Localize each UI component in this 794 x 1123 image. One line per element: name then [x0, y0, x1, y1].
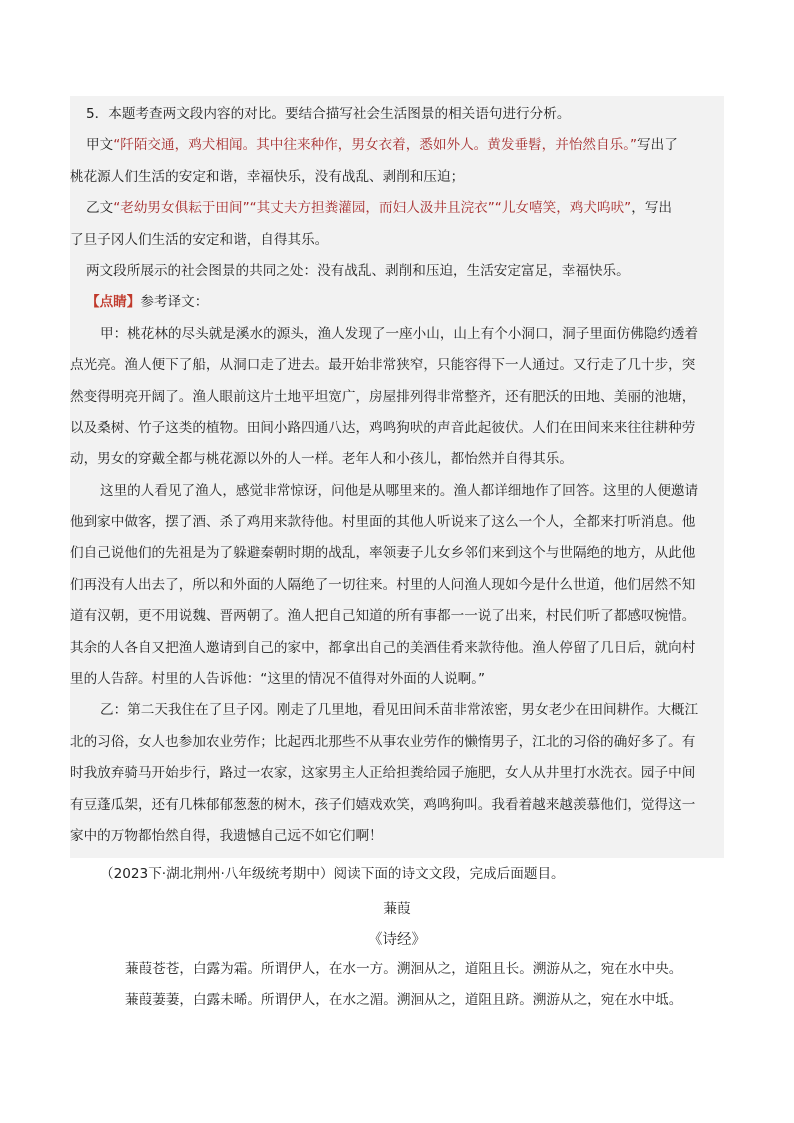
common-ground-line: 两文段所展示的社会图景的共同之处：没有战乱、剥削和压迫，生活安定富足，幸福快乐。: [86, 262, 630, 279]
yi-analysis-line2: 了旦子冈人们生活的安定和谐，自得其乐。: [70, 231, 329, 248]
trans-jia-line: 点光亮。渔人便下了船，从洞口走了进去。最开始非常狭窄，只能容得下一人通过。又行走了几十步，突: [70, 357, 696, 374]
poem-line: 蒹葭萋萋，白露未晞。所谓伊人，在水之湄。溯洄从之，道阻且跻。溯游从之，宛在水中坻。: [125, 992, 683, 1008]
poem-title: 蒹葭: [383, 901, 411, 917]
poem-author: 《诗经》: [368, 932, 426, 948]
trans-jia-line: 甲：桃花林的尽头就是溪水的源头，渔人发现了一座小山，山上有个小洞口，洞子里面仿佛隐约透着: [100, 325, 699, 342]
trans-yi-line: 家中的万物都怡然自得，我遗憾自己远不如它们啊！: [70, 827, 383, 844]
trans-yi-line: 北的习俗，女人也参加农业劳作；比起西北那些不从事农业劳作的懒惰男子，江北的习俗的确好多了。有: [70, 733, 696, 750]
dianjing-line: [70, 287, 724, 318]
trans-yi-line: 乙：第二天我住在了旦子冈。刚走了几里地，看见田间禾苗非常浓密，男女老少在田间耕作。大概江: [100, 702, 699, 719]
yi-analysis-line: [70, 193, 724, 224]
trans-jia-line: 然变得明亮开阔了。渔人眼前这片土地平坦宽广，房屋排列得非常整齐，还有肥沃的田地、美丽的池塘，: [70, 388, 696, 405]
trans-jia2-line: 们自己说他们的先祖是为了躲避秦朝时期的战乱，率领妻子儿女乡邻们来到这个与世隔绝的地方，从此他: [70, 545, 696, 562]
trans-yi-line: 有豆蓬瓜架，还有几株郁郁葱葱的树木，孩子们嬉戏欢笑，鸡鸣狗叫。我看着越来越羡慕他们，觉得这一: [70, 796, 696, 813]
next-question-source: （2023下·湖北荆州·八年级统考期中）阅读下面的诗文文段，完成后面题目。: [100, 866, 565, 882]
trans-jia2-line: 其余的人各自又把渔人邀请到自己的家中，都拿出自己的美酒佳肴来款待他。渔人停留了几日后，就向村: [70, 639, 696, 656]
yi-quote: “老幼男女俱耘于田间”“其丈夫方担粪灌园，而妇人汲井且浣衣”“儿女嘻笑，鸡犬呜吠”: [113, 200, 632, 217]
jia-analysis-line2: 桃花源人们生活的安定和谐，幸福快乐，没有战乱、剥削和压迫；: [70, 168, 465, 185]
trans-jia2-line: 这里的人看见了渔人，感觉非常惊讶，问他是从哪里来的。渔人都详细地作了回答。这里的人便邀请: [100, 482, 699, 499]
trans-jia-line: 以及桑树、竹子这类的植物。田间小路四通八达，鸡鸣狗吠的声音此起彼伏。人们在田间来来往往耕种劳: [70, 419, 696, 436]
yi-prefix: 乙文: [86, 200, 114, 217]
answer-explanation-box: [70, 96, 724, 858]
yi-tail: ，写出: [631, 200, 673, 217]
trans-jia2-line: 道有汉朝，更不用说魏、晋两朝了。渔人把自己知道的所有事都一一说了出来，村民们听了都感叹惋惜。: [70, 608, 696, 625]
question-5-analysis: 5．本题考查两文段内容的对比。要结合描写社会生活图景的相关语句进行分析。: [86, 106, 571, 122]
trans-jia2-line: 们再没有人出去了，所以和外面的人隔绝了一切往来。村里的人问渔人现如今是什么世道，他们居然不知: [70, 576, 696, 593]
trans-jia2-line: 他到家中做客，摆了酒、杀了鸡用来款待他。村里面的其他人听说来了这么一个人，全都来打听消息。他: [70, 514, 696, 531]
trans-yi-line: 时我放弃骑马开始步行，路过一农家，这家男主人正给担粪给园子施肥，女人从井里打水洗衣。园子中间: [70, 765, 696, 782]
dianjing-label: 【点睛】: [86, 294, 141, 311]
jia-quote: “阡陌交通，鸡犬相闻。其中往来种作，男女衣着，悉如外人。黄发垂髫，并怡然自乐。”: [113, 137, 638, 154]
trans-jia2-line: 里的人告辞。村里的人告诉他：“这里的情况不值得对外面的人说啊。”: [70, 671, 486, 688]
jia-prefix: 甲文: [86, 137, 114, 154]
dianjing-text: 参考译文：: [140, 294, 209, 311]
jia-analysis-line: [70, 130, 724, 161]
trans-jia-line: 动，男女的穿戴全都与桃花源以外的人一样。老年人和小孩儿，都怡然并自得其乐。: [70, 451, 573, 468]
poem-line: 蒹葭苍苍，白露为霜。所谓伊人，在水一方。溯洄从之，道阻且长。溯游从之，宛在水中央。: [125, 961, 683, 977]
jia-tail: 写出了: [637, 137, 678, 154]
